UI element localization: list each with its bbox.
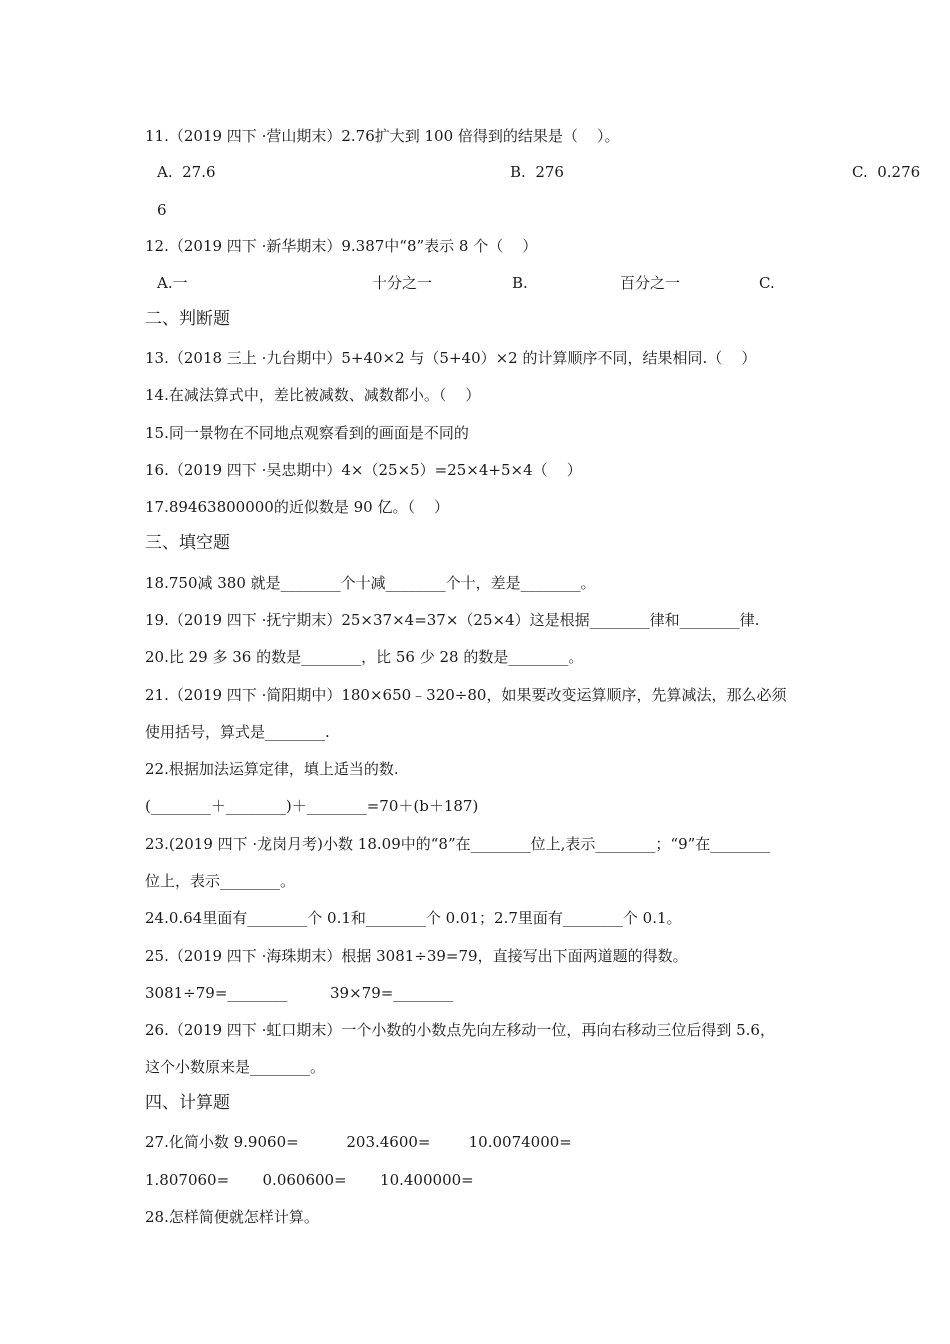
q12-option-a: A.一 — [157, 274, 188, 292]
q12-option-c: C. — [759, 274, 775, 292]
q25-part1: 3081÷79=________ — [145, 984, 288, 1002]
q12-option-a-text: 十分之一 — [372, 274, 433, 292]
q21-line2: 使用括号，算式是________. — [145, 723, 330, 741]
q16: 16.（2019 四下 ·吴忠期中）4×（25×5）=25×4+5×4（ ） — [145, 461, 582, 479]
q21-line1: 21.（2019 四下 ·简阳期中）180×650﹣320÷80，如果要改变运算顺序，先算减法，那么必须 — [145, 686, 787, 704]
q13: 13.（2018 三上 ·九台期中）5+40×2 与（5+40）×2 的计算顺序不同，结果相同.（ ） — [145, 349, 757, 367]
q23-line2: 位上，表示________。 — [145, 872, 296, 890]
q19: 19.（2019 四下 ·抚宁期末）25×37×4=37×（25×4）这是根据________律和________律. — [145, 611, 760, 629]
q14: 14.在减法算式中，差比被减数、减数都小。（ ） — [145, 386, 481, 404]
q27-line2: 1.807060= 0.060600= 10.400000= — [145, 1171, 474, 1189]
section-heading-judgement: 二、判断题 — [145, 309, 230, 329]
q17: 17.89463800000的近似数是 90 亿。（ ） — [145, 498, 450, 516]
q12-option-b: B. — [512, 274, 528, 292]
q22-line1: 22.根据加法运算定律，填上适当的数. — [145, 760, 399, 778]
q25-part2: 39×79=________ — [330, 984, 454, 1002]
q15: 15.同一景物在不同地点观察看到的画面是不同的 — [145, 424, 469, 442]
q22-line2: (________＋________)＋________=70＋(b＋187) — [145, 797, 479, 815]
q11-option-a: A. 27.6 — [157, 163, 216, 181]
q18: 18.750减 380 就是________个十减________个十，差是________。 — [145, 574, 596, 592]
q20: 20.比 29 多 36 的数是________，比 56 少 28 的数是________。 — [145, 648, 584, 666]
q24: 24.0.64里面有________个 0.1和________个 0.01；2.7里面有________个 0.1。 — [145, 909, 682, 927]
q12-stem: 12.（2019 四下 ·新华期末）9.387中“8”表示 8 个（ ） — [145, 237, 538, 255]
q11-option-c-wrap: 6 — [157, 201, 167, 219]
q28: 28.怎样简便就怎样计算。 — [145, 1208, 319, 1226]
q23-line1: 23.(2019 四下 ·龙岗月考)小数 18.09中的“8”在________位上,表示________；“9”在________ — [145, 835, 771, 853]
q26-line2: 这个小数原来是________。 — [145, 1058, 326, 1076]
q26-line1: 26.（2019 四下 ·虹口期末）一个小数的小数点先向左移动一位，再向右移动三位后得到 5.6， — [145, 1021, 775, 1039]
q11-option-c: C. 0.276 — [852, 163, 921, 181]
q11-stem: 11.（2019 四下 ·营山期末）2.76扩大到 100 倍得到的结果是（ ）。 — [145, 127, 620, 145]
section-heading-fill-blank: 三、填空题 — [145, 533, 230, 553]
section-heading-calculation: 四、计算题 — [145, 1093, 230, 1113]
q25-line1: 25.（2019 四下 ·海珠期末）根据 3081÷39=79，直接写出下面两道题的得数。 — [145, 947, 688, 965]
q27-line1: 27.化简小数 9.9060= 203.4600= 10.0074000= — [145, 1133, 572, 1151]
q11-option-b: B. 276 — [510, 163, 564, 181]
q12-option-b-text: 百分之一 — [620, 274, 681, 292]
